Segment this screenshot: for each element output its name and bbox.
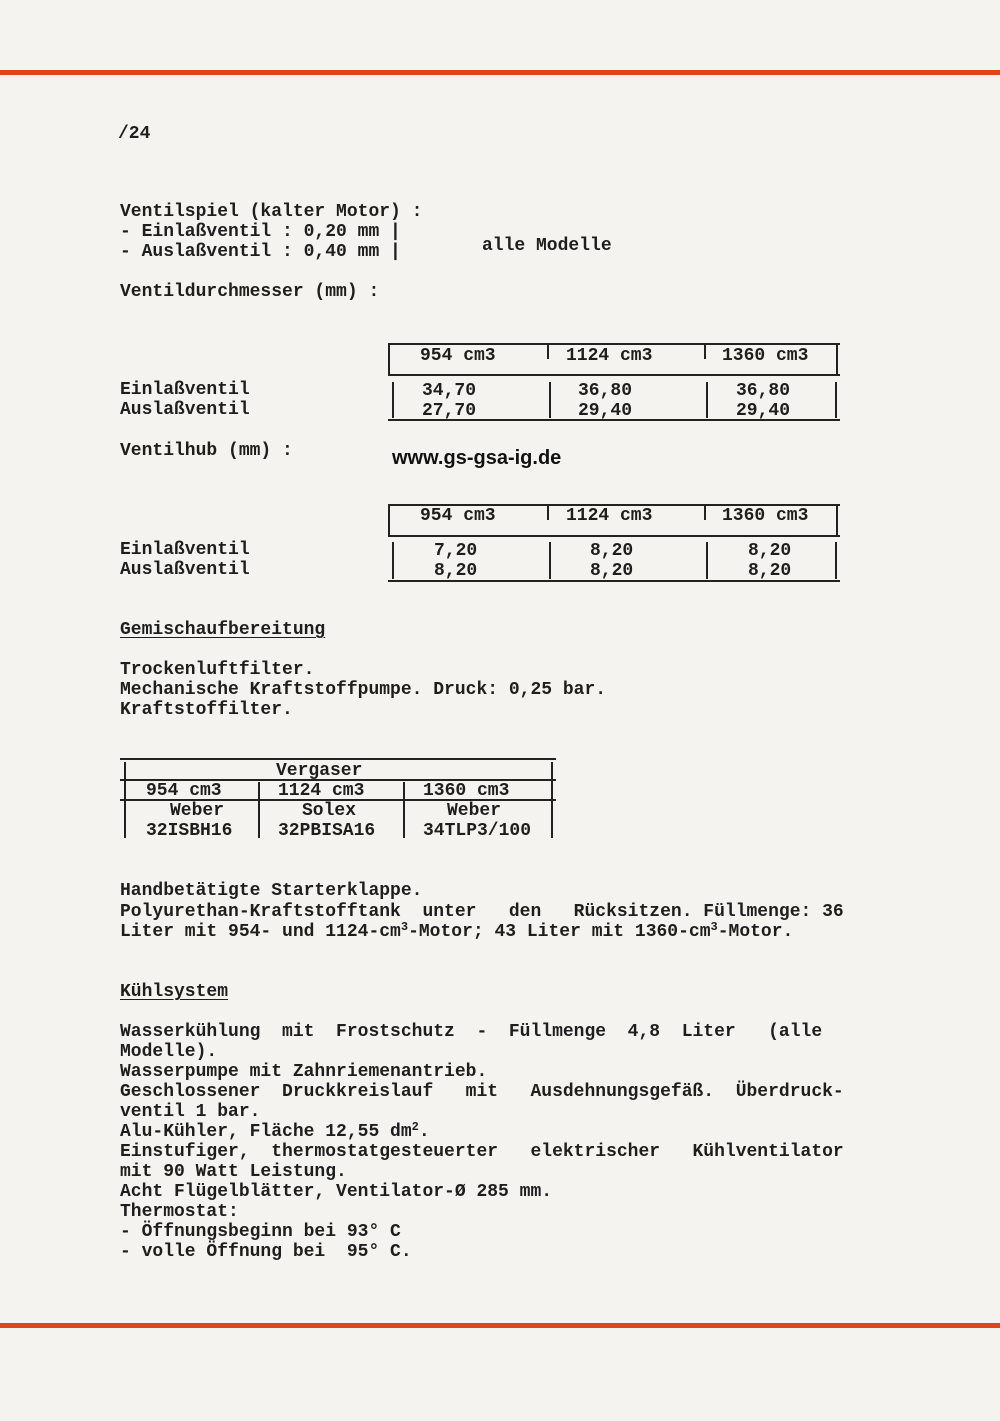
ventilhub-col-954: 954 cm3 <box>420 506 496 526</box>
vergaser-model: 32ISBH16 <box>146 821 233 841</box>
durchmesser-cell: 36,80 <box>736 381 791 401</box>
durchmesser-row-label: Auslaßventil <box>120 400 250 420</box>
durchmesser-row-label: Einlaßventil <box>120 380 250 400</box>
vergaser-col-954: 954 cm3 <box>146 781 222 801</box>
ventilhub-row-label: Einlaßventil <box>120 540 250 560</box>
durchmesser-cell: 27,70 <box>422 401 477 421</box>
kuehl-line: Einstufiger, thermostatgesteuerter elektrischer Kühlventilator <box>120 1142 844 1162</box>
durchmesser-col-1360: 1360 cm3 <box>722 346 809 366</box>
kuehl-line: - Öffnungsbeginn bei 93° C <box>120 1222 401 1242</box>
vergaser-maker: Weber <box>170 801 225 821</box>
gemisch-line: Mechanische Kraftstoffpumpe. Druck: 0,25 bar. <box>120 680 607 700</box>
kuehl-line: Modelle). <box>120 1042 218 1062</box>
ventilspiel-note: alle Modelle <box>482 236 612 256</box>
gemisch-heading: Gemischaufbereitung <box>120 620 326 640</box>
durchmesser-col-1124: 1124 cm3 <box>566 346 653 366</box>
kuehl-line: Acht Flügelblätter, Ventilator-Ø 285 mm. <box>120 1182 553 1202</box>
page-number: /24 <box>118 124 151 144</box>
kuehl-line: ventil 1 bar. <box>120 1102 261 1122</box>
kuehl-line: - volle Öffnung bei 95° C. <box>120 1242 412 1262</box>
durchmesser-heading: Ventildurchmesser (mm) : <box>120 282 380 302</box>
durchmesser-cell: 36,80 <box>578 381 633 401</box>
ventilhub-row-label: Auslaßventil <box>120 560 250 580</box>
kuehl-line: Wasserkühlung mit Frostschutz - Füllmenge 4,8 Liter (alle <box>120 1022 823 1042</box>
tank-line: Polyurethan-Kraftstofftank unter den Rücksitzen. Füllmenge: 36 <box>120 902 844 922</box>
kuehl-heading: Kühlsystem <box>120 982 229 1002</box>
ventilhub-cell: 8,20 <box>590 541 634 561</box>
kuehl-alu-line: Alu-Kühler, Fläche 12,55 $dm^2$. <box>120 1120 430 1142</box>
ventilhub-cell: 8,20 <box>434 561 478 581</box>
vergaser-maker: Weber <box>447 801 502 821</box>
ventilhub-cell: 7,20 <box>434 541 478 561</box>
kuehl-line: Wasserpumpe mit Zahnriemenantrieb. <box>120 1062 488 1082</box>
gemisch-line: Kraftstoffilter. <box>120 700 293 720</box>
ventilspiel-heading: Ventilspiel (kalter Motor) : <box>120 202 423 222</box>
top-red-rule <box>0 70 1000 75</box>
ventilspiel-line-einlass: - Einlaßventil : 0,20 mm | <box>120 222 401 242</box>
ventilhub-cell: 8,20 <box>748 561 792 581</box>
ventilhub-cell: 8,20 <box>590 561 634 581</box>
vergaser-model: 34TLP3/100 <box>423 821 532 841</box>
bottom-red-rule <box>0 1323 1000 1328</box>
website-watermark: www.gs-gsa-ig.de <box>392 447 562 469</box>
vergaser-model: 32PBISA16 <box>278 821 376 841</box>
vergaser-col-1360: 1360 cm3 <box>423 781 510 801</box>
durchmesser-cell: 34,70 <box>422 381 477 401</box>
durchmesser-cell: 29,40 <box>578 401 633 421</box>
starter-line: Handbetätigte Starterklappe. <box>120 881 423 901</box>
ventilhub-cell: 8,20 <box>748 541 792 561</box>
ventilspiel-line-auslass: - Auslaßventil : 0,40 mm | <box>120 242 401 262</box>
ventilhub-heading: Ventilhub (mm) : <box>120 441 293 461</box>
vergaser-col-1124: 1124 cm3 <box>278 781 365 801</box>
vergaser-title: Vergaser <box>276 761 363 781</box>
ventilhub-col-1360: 1360 cm3 <box>722 506 809 526</box>
kuehl-line: Thermostat: <box>120 1202 239 1222</box>
gemisch-line: Trockenluftfilter. <box>120 660 315 680</box>
durchmesser-cell: 29,40 <box>736 401 791 421</box>
ventilhub-col-1124: 1124 cm3 <box>566 506 653 526</box>
tank-volume-line: Liter mit 954- und $1124-cm^3$-Motor; 43 Liter mit $1360-cm^3$-Motor. <box>120 920 794 942</box>
vergaser-maker: Solex <box>302 801 357 821</box>
kuehl-line: Geschlossener Druckkreislauf mit Ausdehnungsgefäß. Überdruck- <box>120 1082 844 1102</box>
kuehl-line: mit 90 Watt Leistung. <box>120 1162 347 1182</box>
durchmesser-col-954: 954 cm3 <box>420 346 496 366</box>
